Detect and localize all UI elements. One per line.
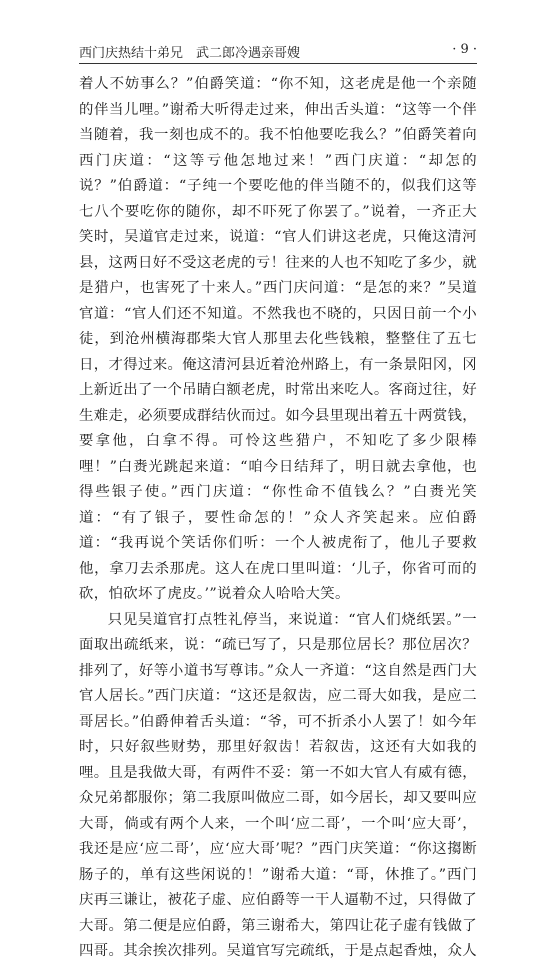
body-text [79, 72, 477, 965]
chapter-title: 西门庆热结十弟兄 武二郎冷遇亲哥嫂 [79, 46, 301, 61]
paragraph-2: 只见吴道官打点牲礼停当，来说道：“官人们烧纸罢。”一面取出疏纸来，说：“疏已写了，只是那位居长？那位居次？排列了，好等小道书写尊讳。”众人一齐道：“这自然是西门大官人居长。”西门庆道：“这还是叙齿，应二哥大如我，是应二哥居长。”伯爵伸着舌头道：“爷，可不折杀小人罢了！如今年时，只好叙些财势，那里好叙齿！若叙齿，这还有大如我的哩。且是我做大哥，有两件不妥：第一不如大官人有威有德，众兄弟都服你；第二我原叫做应二哥，如今居长，却又要叫应大哥，倘或有两个人来，一个叫‘应二哥’，一个叫‘应大哥’，我还是应‘应二哥’，应‘应大哥’呢？”西门庆笑道：“你这搊断肠子的，单有这些闲说的！”谢希大道：“哥，休推了。”西门庆再三谦让，被花子虚、应伯爵等一干人逼勒不过，只得做了大哥。第二便是应伯爵，第三谢希大，第四让花子虚有钱做了四哥。其余挨次排列。吴道官写完疏纸，于是点起香烛，众人 [79, 611, 477, 959]
paragraph-1: 着人不妨事么？”伯爵笑道：“你不知，这老虎是他一个亲随的伴当儿哩。”谢希大听得走过来，伸出舌头道：“这等一个伴当随着，我一刻也成不的。我不怕他要吃我么？”伯爵笑着向西门庆道：“这等亏他怎地过来！”西门庆道：“却怎的说？”伯爵道：“子纯一个要吃他的伴当随不的，似我们这等七八个要吃你的随你，却不吓死了你罢了。”说着，一齐正大笑时，吴道官走过来，说道：“官人们讲这老虎，只俺这清河县，这两日好不受这老虎的亏！往来的人也不知吃了多少，就是猎户，也害死了十来人。”西门庆问道：“是怎的来？”吴道官道：“官人们还不知道。不然我也不晓的，只因日前一个小徒，到沧州横海郡柴大官人那里去化些钱粮，整整住了五七日，才得过来。俺这清河县近着沧州路上，有一条景阳冈，冈上新近出了一个吊睛白额老虎，时常出来吃人。客商过往，好生难走，必须要成群结伙而过。如今县里现出着五十两赏钱，要拿他，白拿不得。可怜这些猎户，不知吃了多少限棒哩！”白赉光跳起来道：“咱今日结拜了，明日就去拿他，也得些银子使。”西门庆道：“你性命不值钱么？”白赉光笑道：“有了银子，要性命怎的！”众人齐笑起来。应伯爵道：“我再说个笑话你们听：一个人被虎衔了，他儿子要救他，拿刀去杀那虎。这人在虎口里叫道：‘儿子，你省可而的砍，怕砍坏了虎皮。’”说着众人哈哈大笑。 [79, 76, 477, 602]
running-header [79, 42, 477, 62]
page-number: · 9 · [452, 42, 477, 57]
header-rule [79, 63, 477, 64]
